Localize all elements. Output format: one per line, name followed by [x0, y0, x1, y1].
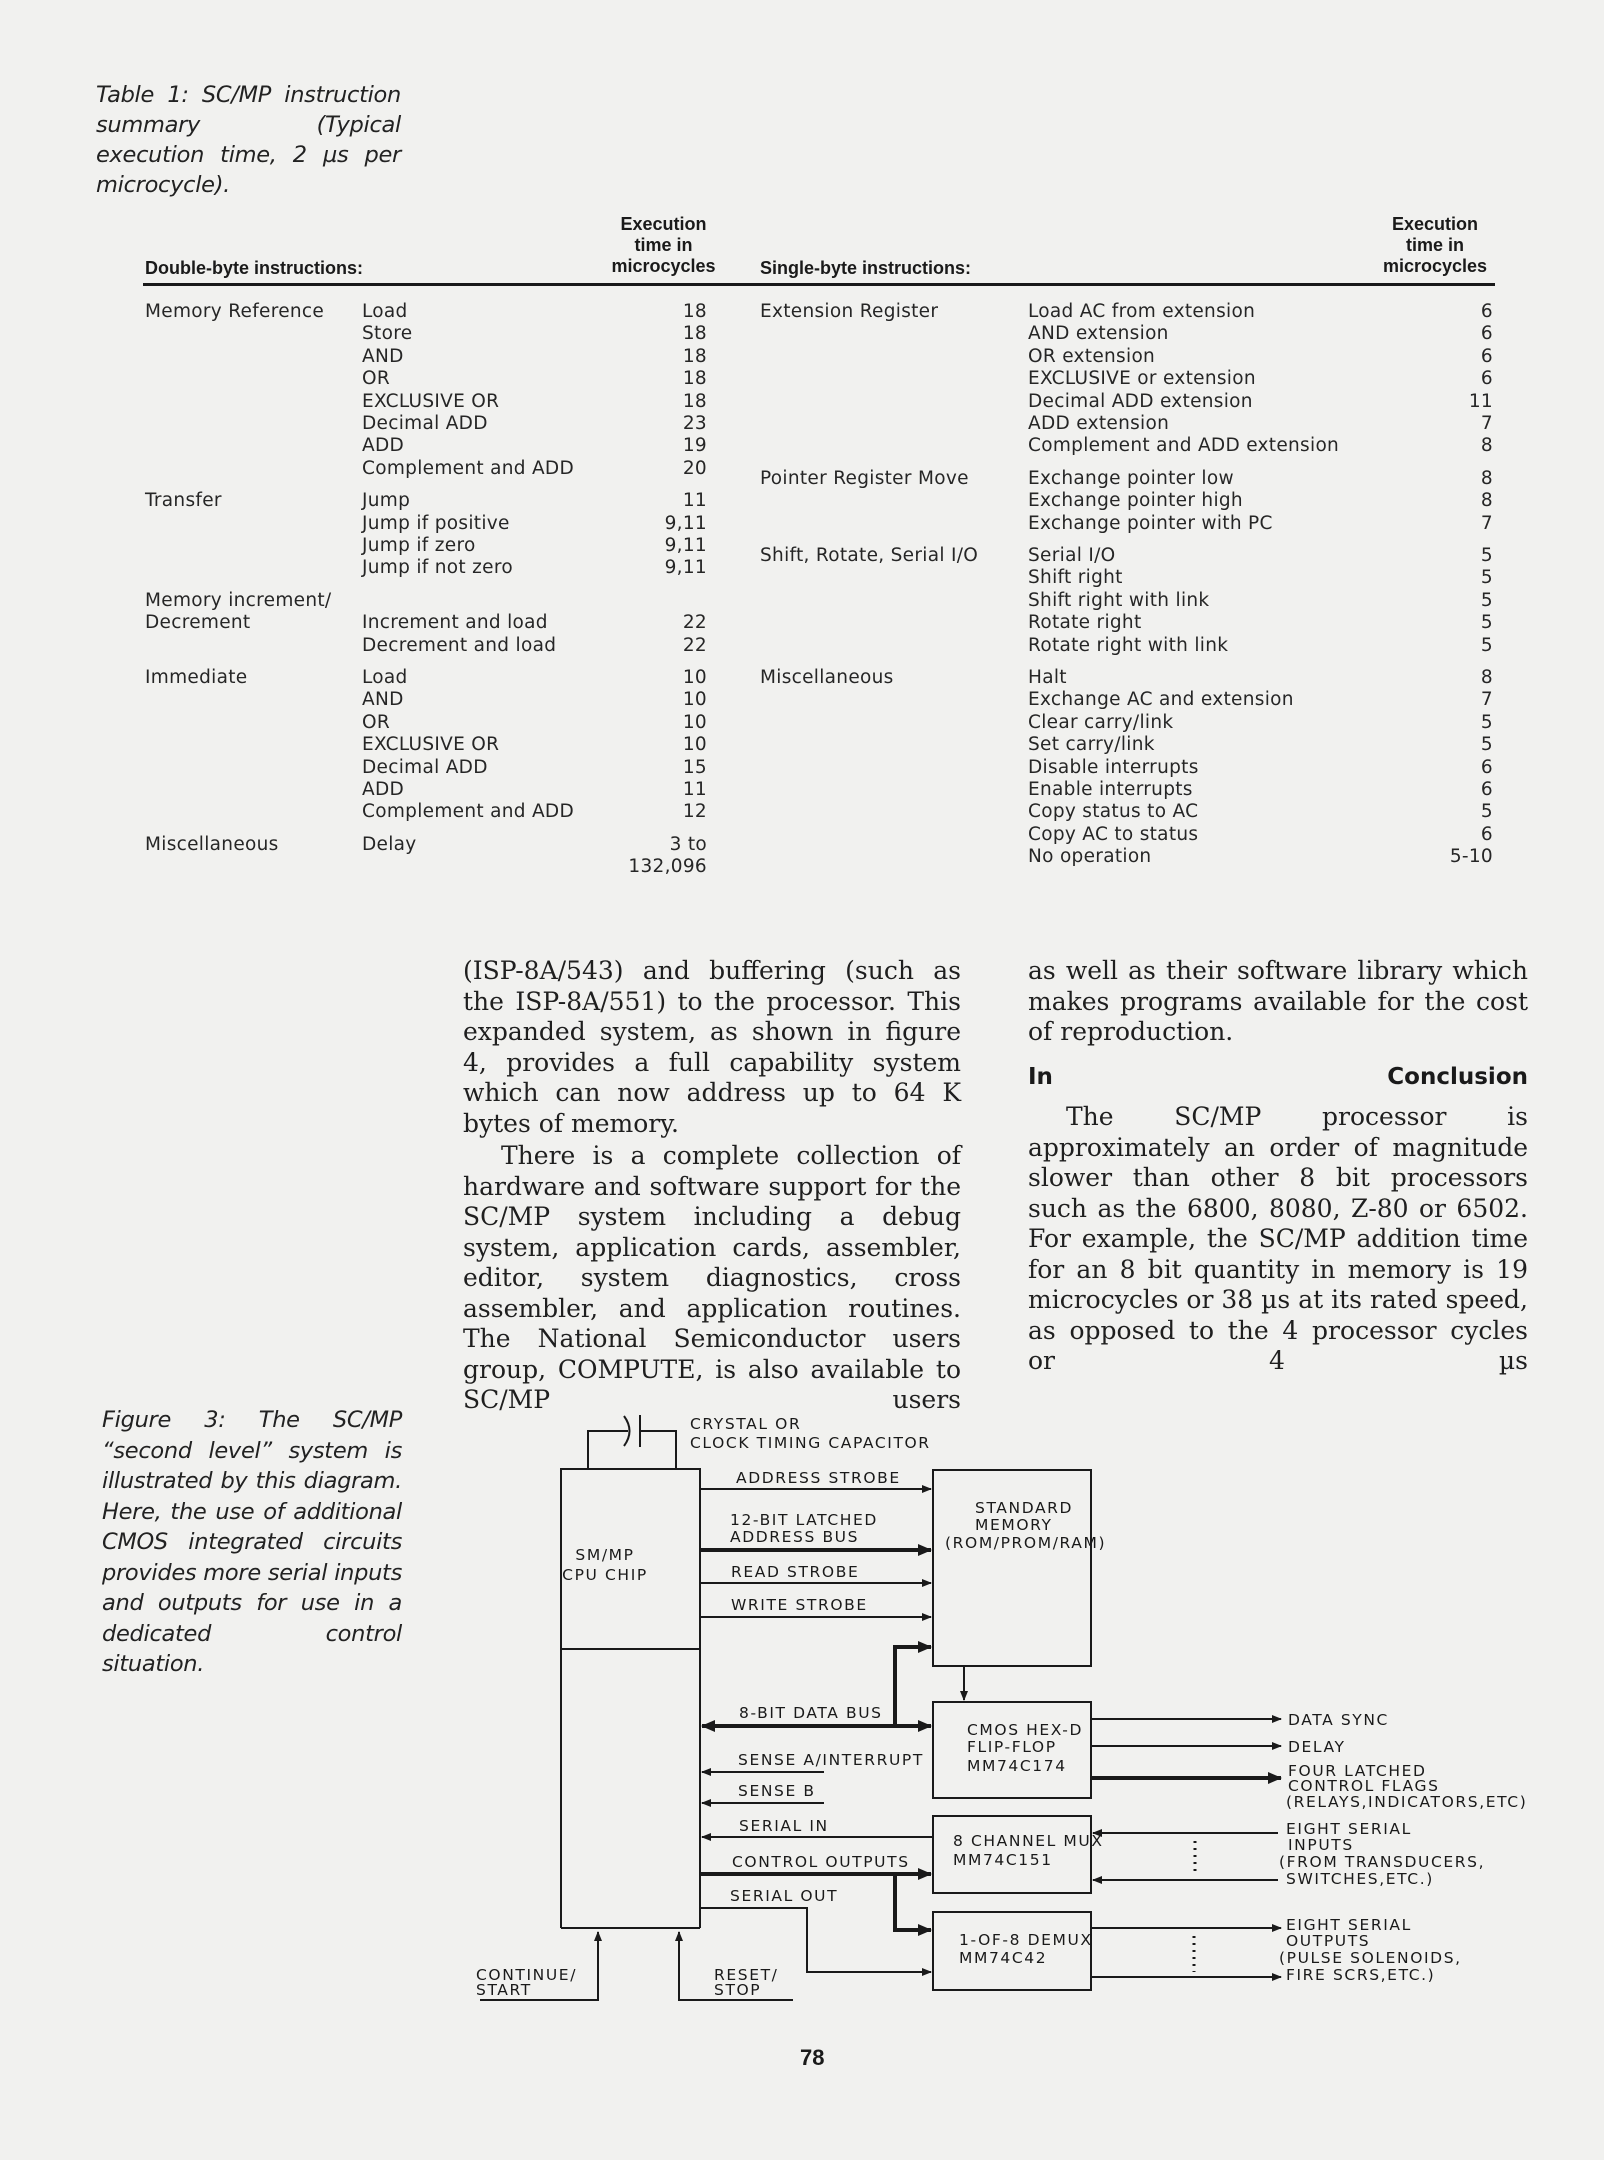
instruction-name: Rotate right with link [1028, 634, 1229, 656]
execution-time: 9,11 [664, 557, 707, 579]
header-line: time in [1405, 235, 1464, 255]
mux-label: 8 CHANNEL MUX [953, 1832, 1104, 1850]
serial-outputs-label: EIGHT SERIAL [1286, 1916, 1412, 1934]
crystal-label: CRYSTAL OR [690, 1415, 802, 1433]
figure-caption: Figure 3: The SC/MP “second level” system is illustrated by this diagram. Here, the use of additional CMOS integrated circuits provides more serial inputs and outputs for use in a dedicated control situation. [102, 1407, 402, 1677]
demux-label: MM74C42 [959, 1949, 1048, 1967]
cpu-label: SM/MP [575, 1546, 635, 1564]
instruction-name: Set carry/link [1028, 734, 1155, 756]
execution-time: 6 [1480, 756, 1493, 778]
instruction-name: ADD [362, 435, 405, 457]
instruction-name: ADD [362, 779, 405, 800]
header-line: Execution [1391, 214, 1479, 234]
instruction-name: OR extension [1028, 345, 1156, 367]
instruction-name: AND extension [1028, 323, 1169, 345]
execution-time: 5 [1480, 567, 1493, 589]
instruction-name: No operation [1028, 846, 1152, 868]
serial-outputs-label: (PULSE SOLENOIDS, [1279, 1949, 1462, 1967]
instruction-name: Jump if zero [362, 535, 476, 556]
execution-time: 11 [1468, 390, 1493, 412]
instruction-name: EXCLUSIVE or extension [1028, 368, 1256, 390]
control-flags-label: FOUR LATCHED [1288, 1762, 1427, 1780]
instruction-name: AND [362, 345, 404, 367]
instruction-name: Shift right with link [1028, 589, 1210, 611]
execution-time: 22 [682, 612, 707, 634]
section-heading: In Conclusion [1028, 1063, 1528, 1090]
instruction-name: AND [362, 689, 404, 711]
instruction-name: Copy AC to status [1028, 823, 1199, 845]
execution-time: 18 [682, 390, 707, 412]
instruction-name: Delay [362, 833, 417, 855]
instruction-group: Decrement [145, 612, 251, 634]
instruction-name: Store [362, 323, 413, 345]
control-flags-label: CONTROL FLAGS [1288, 1777, 1440, 1795]
instruction-name: Serial I/O [1028, 545, 1116, 566]
execution-time: 11 [682, 490, 707, 512]
execution-time: 9,11 [664, 512, 707, 534]
address-bus-label: ADDRESS BUS [730, 1528, 860, 1546]
instruction-name: OR [362, 711, 391, 733]
instruction-name: OR [362, 368, 391, 390]
execution-time: 5 [1480, 634, 1493, 656]
block-diagram [460, 1400, 1560, 2020]
instruction-name: Load [362, 301, 408, 322]
header-line: time in [634, 235, 693, 255]
instruction-name: Decrement and load [362, 634, 557, 656]
execution-time: 12 [682, 801, 707, 823]
instruction-name: Copy status to AC [1028, 801, 1199, 823]
instruction-name: Complement and ADD [362, 457, 575, 479]
instruction-name: Jump [362, 490, 411, 512]
execution-time: 8 [1480, 435, 1493, 457]
execution-time: 5 [1480, 612, 1493, 634]
flip-flop-label: CMOS HEX-D [967, 1721, 1083, 1739]
execution-time: 18 [682, 368, 707, 390]
execution-time: 6 [1480, 823, 1493, 845]
header-rule [143, 283, 1495, 286]
instruction-name: Jump if not zero [362, 557, 513, 579]
instruction-name: Disable interrupts [1028, 756, 1199, 778]
execution-time: 22 [682, 634, 707, 656]
instruction-name: Decimal ADD [362, 413, 488, 434]
instruction-name: EXCLUSIVE OR [362, 390, 500, 412]
paragraph: (ISP-8A/543) and buffering (such as the ISP-8A/551) to the processor. This expanded system, as shown in figure 4, provides a full capability system which can now address up to 64 K bytes of memory. [463, 956, 961, 1138]
page-number: 78 [800, 2045, 825, 2070]
header-double-byte: Double-byte instructions: [145, 258, 364, 278]
instruction-name: Halt [1028, 667, 1067, 688]
read-strobe-label: READ STROBE [731, 1563, 860, 1581]
execution-time: 18 [682, 301, 707, 322]
execution-time: 18 [682, 323, 707, 345]
instruction-group: Memory increment/ [145, 589, 332, 611]
execution-time: 7 [1480, 512, 1493, 534]
instruction-name: EXCLUSIVE OR [362, 734, 500, 756]
execution-time: 20 [682, 457, 707, 479]
instruction-name: Shift right [1028, 567, 1123, 589]
execution-time: 132,096 [628, 856, 707, 878]
instruction-name: Exchange pointer high [1028, 490, 1243, 512]
header-line: Execution [620, 214, 707, 234]
control-flags-label: (RELAYS,INDICATORS,ETC) [1286, 1793, 1528, 1811]
execution-time: 5-10 [1449, 846, 1493, 868]
execution-time: 23 [682, 413, 707, 434]
execution-time: 8 [1480, 490, 1493, 512]
execution-time: 8 [1480, 467, 1493, 489]
execution-time: 8 [1480, 667, 1493, 688]
instruction-name: Decimal ADD extension [1028, 390, 1253, 412]
serial-inputs-label: INPUTS [1288, 1836, 1354, 1854]
instruction-name: ADD extension [1028, 413, 1170, 434]
cpu-label: CPU CHIP [562, 1566, 648, 1584]
execution-time: 10 [682, 711, 707, 733]
execution-time: 6 [1480, 301, 1493, 322]
execution-time: 5 [1480, 545, 1493, 566]
instruction-group: Shift, Rotate, Serial I/O [760, 545, 979, 566]
execution-time: 11 [682, 779, 707, 800]
execution-time: 10 [682, 689, 707, 711]
body-column-1 [463, 956, 961, 1416]
reset-stop-label: STOP [714, 1981, 762, 1999]
instruction-group: Memory Reference [145, 301, 325, 322]
instruction-name: Exchange AC and extension [1028, 689, 1294, 711]
instruction-group: Immediate [145, 667, 248, 688]
instruction-name: Enable interrupts [1028, 779, 1193, 800]
execution-time: 6 [1480, 323, 1493, 345]
instruction-name: Load AC from extension [1028, 301, 1256, 322]
execution-time: 5 [1480, 801, 1493, 823]
memory-label: MEMORY [975, 1516, 1053, 1534]
control-outputs-label: CONTROL OUTPUTS [732, 1853, 910, 1871]
serial-inputs-label: EIGHT SERIAL [1286, 1820, 1412, 1838]
delay-label: DELAY [1288, 1738, 1346, 1756]
execution-time: 10 [682, 734, 707, 756]
instruction-group: Extension Register [760, 301, 939, 322]
execution-time: 5 [1480, 589, 1493, 611]
execution-time: 3 to [669, 833, 707, 855]
execution-time: 9,11 [664, 535, 707, 556]
demux-label: 1-OF-8 DEMUX [959, 1931, 1093, 1949]
double-byte-table [145, 301, 707, 901]
continue-start-label: START [476, 1981, 532, 1999]
instruction-group: Miscellaneous [145, 833, 279, 855]
execution-time: 6 [1480, 368, 1493, 390]
instruction-name: Load [362, 667, 408, 688]
data-sync-label: DATA SYNC [1288, 1711, 1389, 1729]
continue-start-label: CONTINUE/ [476, 1966, 578, 1984]
execution-time: 5 [1480, 711, 1493, 733]
instruction-group: Miscellaneous [760, 667, 894, 688]
memory-label: STANDARD [975, 1499, 1074, 1517]
instruction-group: Transfer [145, 490, 222, 512]
flip-flop-label: MM74C174 [967, 1757, 1067, 1775]
instruction-name: Exchange pointer low [1028, 467, 1234, 489]
execution-time: 18 [682, 345, 707, 367]
instruction-name: Jump if positive [362, 512, 510, 534]
sense-b-label: SENSE B [738, 1782, 816, 1800]
instruction-name: Decimal ADD [362, 756, 488, 778]
serial-inputs-label: SWITCHES,ETC.) [1286, 1870, 1434, 1888]
execution-time: 7 [1480, 413, 1493, 434]
execution-time: 10 [682, 667, 707, 688]
single-byte-table [760, 301, 1493, 901]
header-single-byte: Single-byte instructions: [760, 258, 972, 278]
header-exec-time-left [606, 214, 721, 277]
data-bus-label: 8-BIT DATA BUS [739, 1704, 883, 1722]
instruction-group: Pointer Register Move [760, 467, 969, 489]
execution-time: 7 [1480, 689, 1493, 711]
paragraph: There is a complete collection of hardware and software support for the SC/MP system including a debug system, application cards, assembler, editor, system diagnostics, cross assembler, and application routines. The National Semiconductor users group, COMPUTE, is also available to SC/MP users [463, 1141, 961, 1414]
execution-time: 5 [1480, 734, 1493, 756]
paragraph: The SC/MP processor is approximately an order of magnitude slower than other 8 bit processors such as the 6800, 8080, Z-80 or 6502. For example, the SC/MP addition time for an 8 bit quantity in memory is 19 microcycles or 38 µs at its rated speed, as opposed to the 4 processor cycles or 4 µs [1028, 1102, 1528, 1375]
execution-time: 6 [1480, 779, 1493, 800]
instruction-name: Exchange pointer with PC [1028, 512, 1273, 534]
body-column-2 [1028, 956, 1528, 1377]
header-line: microcycles [611, 256, 716, 276]
instruction-name: Clear carry/link [1028, 711, 1174, 733]
header-exec-time-right [1375, 214, 1495, 277]
address-strobe-label: ADDRESS STROBE [736, 1469, 901, 1487]
reset-stop-label: RESET/ [714, 1966, 779, 1984]
sense-a-label: SENSE A/INTERRUPT [738, 1751, 924, 1769]
execution-time: 19 [682, 435, 707, 457]
execution-time: 15 [682, 756, 707, 778]
flip-flop-label: FLIP-FLOP [967, 1738, 1057, 1756]
execution-time: 6 [1480, 345, 1493, 367]
serial-outputs-label: FIRE SCRS,ETC.) [1286, 1966, 1436, 1984]
serial-in-label: SERIAL IN [739, 1817, 829, 1835]
header-line: microcycles [1382, 256, 1488, 276]
instruction-name: Increment and load [362, 612, 548, 634]
serial-inputs-label: (FROM TRANSDUCERS, [1279, 1853, 1486, 1871]
serial-out-label: SERIAL OUT [730, 1887, 839, 1905]
instruction-name: Complement and ADD [362, 801, 575, 823]
table-caption: Table 1: SC/MP instruction summary (Typical execution time, 2 µs per microcycle). [96, 82, 401, 198]
address-bus-label: 12-BIT LATCHED [730, 1511, 878, 1529]
mux-label: MM74C151 [953, 1851, 1053, 1869]
write-strobe-label: WRITE STROBE [731, 1596, 868, 1614]
crystal-label: CLOCK TIMING CAPACITOR [690, 1434, 931, 1452]
memory-label: (ROM/PROM/RAM) [945, 1534, 1107, 1552]
instruction-name: Complement and ADD extension [1028, 435, 1340, 457]
paragraph: as well as their software library which makes programs available for the cost of reproduction. [1028, 956, 1528, 1046]
serial-outputs-label: OUTPUTS [1286, 1932, 1371, 1950]
instruction-name: Rotate right [1028, 612, 1142, 634]
